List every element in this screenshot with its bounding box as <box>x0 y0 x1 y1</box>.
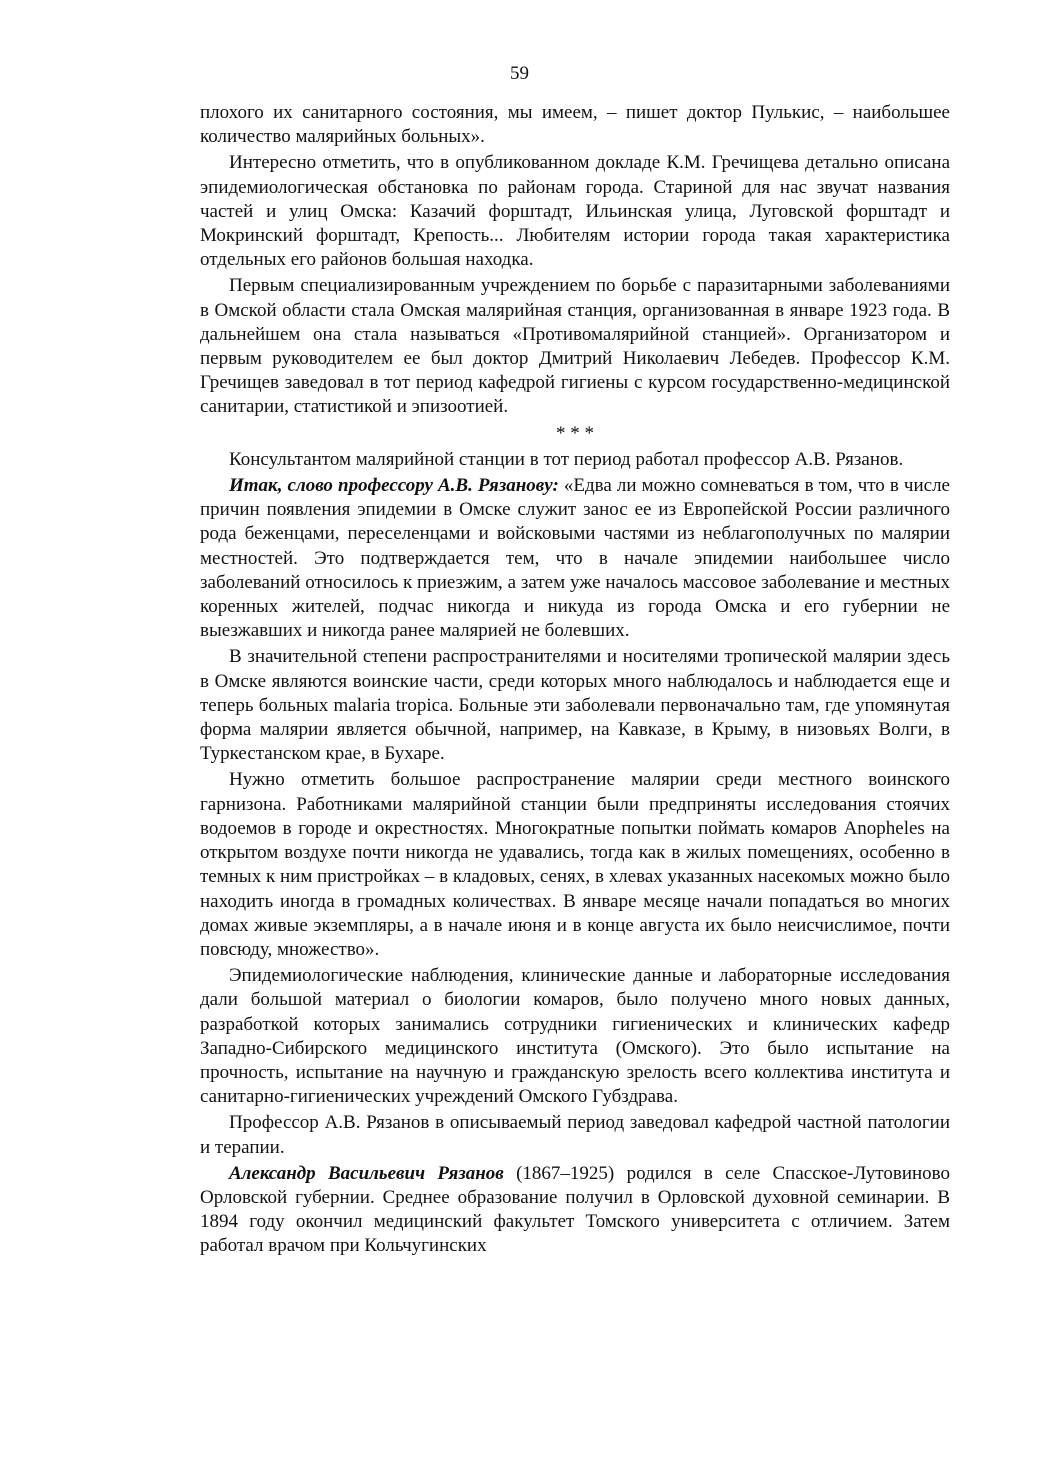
paragraph-4: Консультантом малярийной станции в тот период работал профессор А.В. Рязанов. <box>229 448 904 470</box>
paragraph-6: В значительной степени распространителями и носителями тропической малярии здесь в Омске являются воинские части, среди которых много наблюдалось и наблюдается еще и теперь больных malaria tropica. Больные эти заболевали первоначально там, где упомянутая форма малярии является обычной, например, на Кавказе, в Крыму, в низовьях Волги, в Туркестанском крае, в Бухаре. <box>200 646 950 765</box>
paragraph-8: Эпидемиологические наблюдения, клинические данные и лабораторные исследования дали большой материал о биологии комаров, было получено много новых данных, разработкой которых занимались сотрудники гигиенических и клинических кафедр Западно-Сибирского медицинского института (Омского). Это было испытание на прочность, испытание на научную и гражданскую зрелость всего коллектива института и санитарно-гигиенических учреждений Омского Губздрава. <box>200 965 950 1108</box>
paragraph-10-lead: Александр Васильевич Рязанов <box>229 1162 504 1184</box>
paragraph-5 <box>200 474 950 643</box>
paragraph-7: Нужно отметить большое распространение малярии среди местного воинского гарнизона. Работниками малярийной станции были предприняты исследования стоячих водоемов в городе и окрестностях. Многократные попытки поймать комаров Anopheles на открытом воздухе почти никогда не удавались, тогда как в жилых помещениях, особенно в темных к ним пристройках – в кладовых, сенях, в хлевах указанных насекомых можно было находить иногда в громадных количествах. В январе месяце начали попадаться во многих домах живые экземпляры, а в начале июня и в конце августа их было неисчислимое, почти повсюду, множество». <box>200 769 950 960</box>
paragraph-9: Профессор А.В. Рязанов в описываемый период заведовал кафедрой частной патологии и терапии. <box>200 1112 950 1158</box>
paragraph-10-text: (1867–1925) родился в селе Спасское-Лутовиново Орловской губернии. Среднее образование получил в Орловской духовной семинарии. В 1894 году окончил медицинский факультет Томского университета с отличием. Затем работал врачом при Кольчугинских <box>200 1162 951 1257</box>
section-separator: * * * <box>556 422 594 444</box>
paragraph-5-text: «Едва ли можно сомневаться в том, что в числе причин появления эпидемии в Омске служит занос ее из Европейской России различного рода беженцами, переселенцами и войсковыми частями из неблагополучных по малярии местностей. Это подтверждается тем, что в начале эпидемии наибольшее число заболеваний относилось к приезжим, а затем уже началось массовое заболевание и местных коренных жителей, подчас никогда и никуда из города Омска и его губернии не выезжавших и никогда ранее малярией не болевших. <box>200 475 950 642</box>
paragraph-2: Интересно отметить, что в опубликованном докладе К.М. Гречищева детально описана эпидемиологическая обстановка по районам города. Стариной для нас звучат названия частей и улиц Омска: Казачий форштадт, Ильинская улица, Луговской форштадт и Мокринский форштадт, Крепость... Любителям истории города такая характеристика отдельных его районов большая находка. <box>200 152 950 271</box>
body-text <box>200 101 950 1261</box>
page-number: 59 <box>510 63 529 84</box>
paragraph-1: плохого их санитарного состояния, мы имеем, – пишет доктор Пулькис, – наибольшее количество малярийных больных». <box>200 102 950 148</box>
paragraph-5-lead: Итак, слово профессору А.В. Рязанову: <box>229 475 559 497</box>
paragraph-10 <box>200 1162 950 1259</box>
paragraph-3: Первым специализированным учреждением по борьбе с паразитарными заболеваниями в Омской области стала Омская малярийная станция, организованная в январе 1923 года. В дальнейшем она стала называться «Противомалярийной станцией». Организатором и первым руководителем ее был доктор Дмитрий Николаевич Лебедев. Профессор К.М. Гречищев заведовал в тот период кафедрой гигиены с курсом государственно-медицинской санитарии, статистикой и эпизоотией. <box>200 275 950 418</box>
